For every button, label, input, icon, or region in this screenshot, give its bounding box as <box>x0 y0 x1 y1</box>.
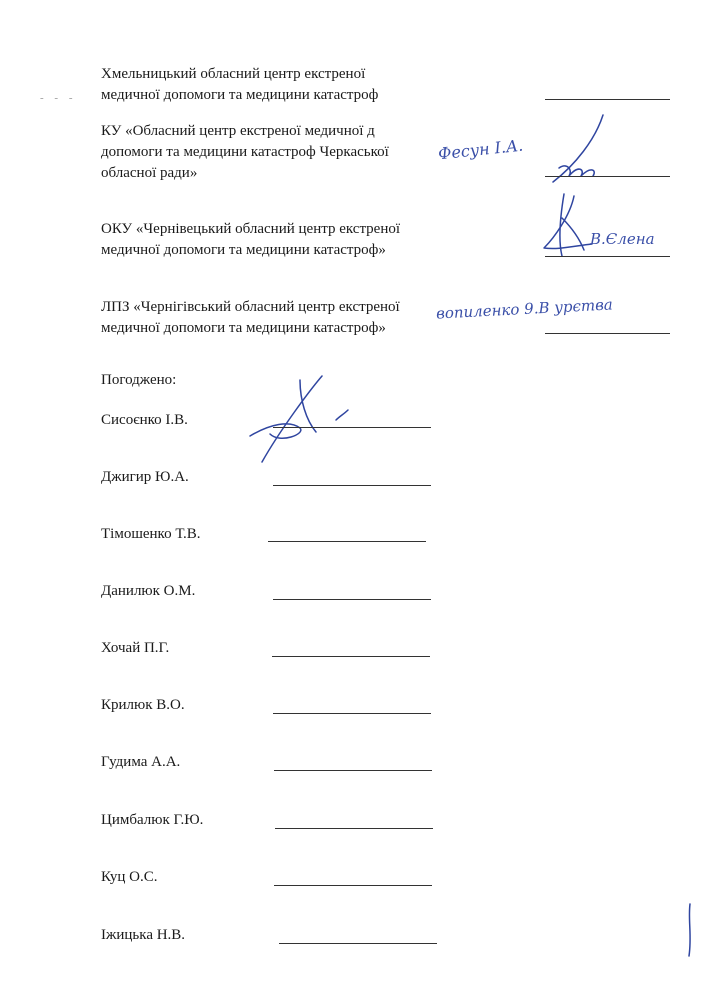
signature-line <box>274 770 432 771</box>
signature-line <box>273 599 431 600</box>
org-line: допомоги та медицини катастроф Черкаської <box>101 144 389 160</box>
org-line: Хмельницький обласний центр екстреної <box>101 66 366 82</box>
signatory-name: Данилюк О.М. <box>101 583 196 599</box>
signature-line <box>273 713 431 714</box>
signatory-name: Куц О.С. <box>101 869 158 885</box>
signature-line <box>279 943 437 944</box>
signature-line <box>275 828 433 829</box>
signature-line <box>273 427 431 428</box>
org-chernihiv <box>101 297 441 339</box>
signature-line <box>273 485 431 486</box>
margin-mark: - - - <box>40 92 77 104</box>
handwritten-name: Фесун І.А. <box>437 135 524 164</box>
org-cherkasy <box>101 121 441 184</box>
handwritten-name: вопиленко 9.В урєтва <box>435 295 614 323</box>
signature-line <box>272 656 430 657</box>
signature-line <box>274 885 432 886</box>
org-line: медичної допомоги та медицини катастроф» <box>101 320 386 336</box>
org-line: медичної допомоги та медицини катастроф» <box>101 242 386 258</box>
org-line: ОКУ «Чернівецький обласний центр екстреної <box>101 221 401 237</box>
signature-line <box>545 256 670 257</box>
signature-line <box>545 176 670 177</box>
signatory-name: Джигир Ю.А. <box>101 469 189 485</box>
org-chernivtsi <box>101 219 441 261</box>
agreed-heading: Погоджено: <box>101 372 177 388</box>
signatory-name: Іжицька Н.В. <box>101 927 186 943</box>
org-line: КУ «Обласний центр екстреної медичної д <box>101 123 375 139</box>
signatory-name: Цимбалюк Г.Ю. <box>101 812 204 828</box>
signatory-name: Сисоєнко І.В. <box>101 412 188 428</box>
org-line: медичної допомоги та медицини катастроф <box>101 87 379 103</box>
signatory-name: Хочай П.Г. <box>101 640 170 656</box>
org-khmelnytskyi <box>101 64 441 106</box>
signatory-name: Гудима А.А. <box>101 754 181 770</box>
handwritten-name: В.Єлена <box>590 230 655 248</box>
signature-line <box>268 541 426 542</box>
org-line: обласної ради» <box>101 165 198 181</box>
signature-cherkasy <box>545 110 615 190</box>
signature-line <box>545 333 670 334</box>
signatory-name: Крилюк В.О. <box>101 697 185 713</box>
org-line: ЛПЗ «Чернігівський обласний центр екстреної <box>101 299 400 315</box>
margin-pen-mark <box>684 900 696 960</box>
signatory-name: Тімошенко Т.В. <box>101 526 201 542</box>
signature-sysoienko <box>240 370 360 470</box>
signature-line <box>545 99 670 100</box>
